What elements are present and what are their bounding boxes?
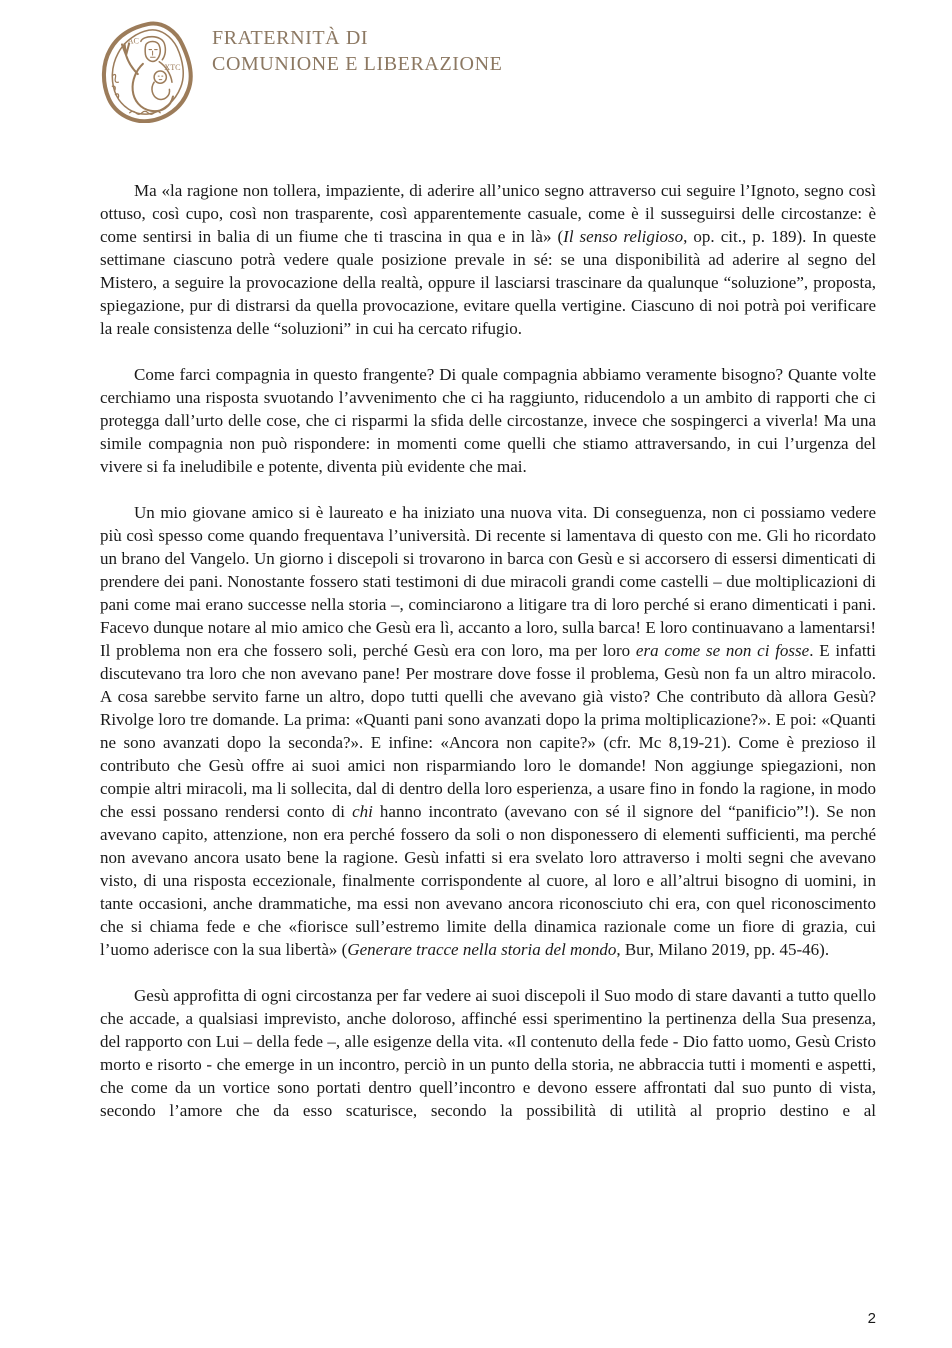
text-segment: , Bur, Milano 2019, pp. 45-46). xyxy=(616,940,830,959)
text-segment: Un mio giovane amico si è laureato e ha iniziato una nuova vita. Di conseguenza, non ci possiamo vedere più così spesso come quando frequentava l’università. Di recente si lamentava di questo con me. Gli ho ricordato un brano del Vangelo. Un giorno i discepoli si trovarono in barca con Gesù e si accorsero di essersi dimenticati di prendere dei pani. Nonostante fossero stati testimoni di due miracoli grandi come castelli – due moltiplicazioni di pani come mai erano successe nella storia –, cominciarono a litigare tra di loro perché si erano dimenticati i pani. Facevo dunque notare al mio amico che Gesù era lì, accanto a loro, sulla barca! E loro continuavano a lamentarsi! Il problema non era che fossero soli, perché Gesù era con loro, ma per loro xyxy=(100,503,876,660)
text-segment: Gesù approfitta di ogni circostanza per far vedere ai suoi discepoli il Suo modo di stare davanti a tutto quello che accade, a qualsiasi imprevisto, anche doloroso, affinché essi sperimentino la pertinenza della Sua presenza, del rapporto con Lui – della fede –, alle esigenze della vita. «Il contenuto della fede - Dio fatto uomo, Gesù Cristo morto e risorto - che emerge in un incontro, perciò in un punto della storia, ne abbraccia tutti i momenti e aspetti, che come da un vortice sono portati dentro quell’incontro e devono essere affrontati dal suo punto di vista, secondo l’amore che da esso scaturisce, secondo la possibilità di utilità al proprio destino e al xyxy=(100,986,876,1120)
madonna-and-child-seal-icon xyxy=(99,21,197,123)
text-segment: Come farci compagnia in questo frangente? Di quale compagnia abbiamo veramente bisogno? Quante volte cerchiamo una risposta svuotando l’avvenimento che ci ha raggiunto, riducendolo a un ambito di rapporti che ci protegga dall’urto delle cose, che ci risparmi la sfida delle circostanze, invece che sospingerci a viverla! Ma una simile compagnia non può rispondere: in momenti come quelli che stiamo attraversando, in cui l’urgenza del vivere si fa ineludibile e potente, diventa più evidente che mai. xyxy=(100,365,876,476)
italic-text-segment: Generare tracce nella storia del mondo xyxy=(347,940,617,959)
seal-inscription-right: XTC xyxy=(164,62,181,72)
organization-name xyxy=(212,25,502,77)
paragraph xyxy=(100,363,876,478)
text-segment: hanno incontrato (avevano con sé il signore del “panificio”!). Se non avevano capito, attenzione, non era perché fossero da soli o non disponessero di elementi sufficienti, ma perché non avevano ancora usato bene la ragione. Gesù infatti si era svelato loro attraverso i molti segni che avevano visto, di una risposta eccezionale, finalmente corrispondente al cuore, al loro e all’altrui bisogno di uomini, in tante occasioni, anche drammatiche, ma essi non avevano ancora riconosciuto chi era, con quel riconoscimento che si chiama fede e che «fiorisce sull’estremo limite della dinamica razionale come un fiore di grazia, cui l’uomo aderisce con la sua libertà» ( xyxy=(100,802,876,959)
organization-name-line1: FRATERNITÀ DI xyxy=(212,27,369,49)
paragraph xyxy=(100,501,876,961)
seal-inscription-left: AC xyxy=(127,36,139,46)
text-segment: Ma «la ragione non tollera, impaziente, di aderire all’unico segno attraverso cui seguire l’Ignoto, segno così ottuso, così cupo, così non trasparente, così apparentemente casuale, come è il susseguirsi delle circostanze: è come sentirsi in balia di un fiume che ti trascina in qua e in là» ( xyxy=(100,181,876,246)
paragraph xyxy=(100,179,876,340)
document-body xyxy=(100,179,876,1145)
page-number: 2 xyxy=(867,1310,876,1327)
italic-text-segment: chi xyxy=(352,802,373,821)
paragraph xyxy=(100,984,876,1122)
organization-name-line2: COMUNIONE E LIBERAZIONE xyxy=(212,53,503,75)
text-segment: . E infatti discutevano tra loro che non avevano pane! Per mostrare dove fosse il problema, Gesù non fa un altro miracolo. A cosa sarebbe servito farne un altro, dopo tutti quelli che avevano già visto? Che contributo dà allora Gesù? Rivolge loro tre domande. La prima: «Quanti pani sono avanzati dopo la prima moltiplicazione?». E poi: «Quanti ne sono avanzati dopo la seconda?». E infine: «Ancora non capite?» (cfr. Mc 8,19-21). Come è prezioso il contributo che Gesù offre ai suoi amici non risparmiando loro le domande! Non aggiunge spiegazioni, non compie altri miracoli, ma li sollecita, dal di dentro della loro esperienza, a usare fino in fondo la ragione, in modo che essi possano rendersi conto di xyxy=(100,641,876,821)
italic-text-segment: era come se non ci fosse xyxy=(635,641,810,660)
text-segment: , op. cit., p. 189). In queste settimane ciascuno potrà vedere quale posizione prevale in sé: se una disponibilità ad aderire al segno del Mistero, a seguire la provocazione della realtà, oppure il lasciarsi trascinare da qualunque “soluzione”, proposta, spiegazione, pur di distrarsi da quella provocazione, evitare quella vertigine. Ciascuno di noi potrà poi verificare la reale consistenza delle “soluzioni” in cui ha cercato rifugio. xyxy=(100,227,877,338)
italic-text-segment: Il senso religioso xyxy=(563,227,684,246)
